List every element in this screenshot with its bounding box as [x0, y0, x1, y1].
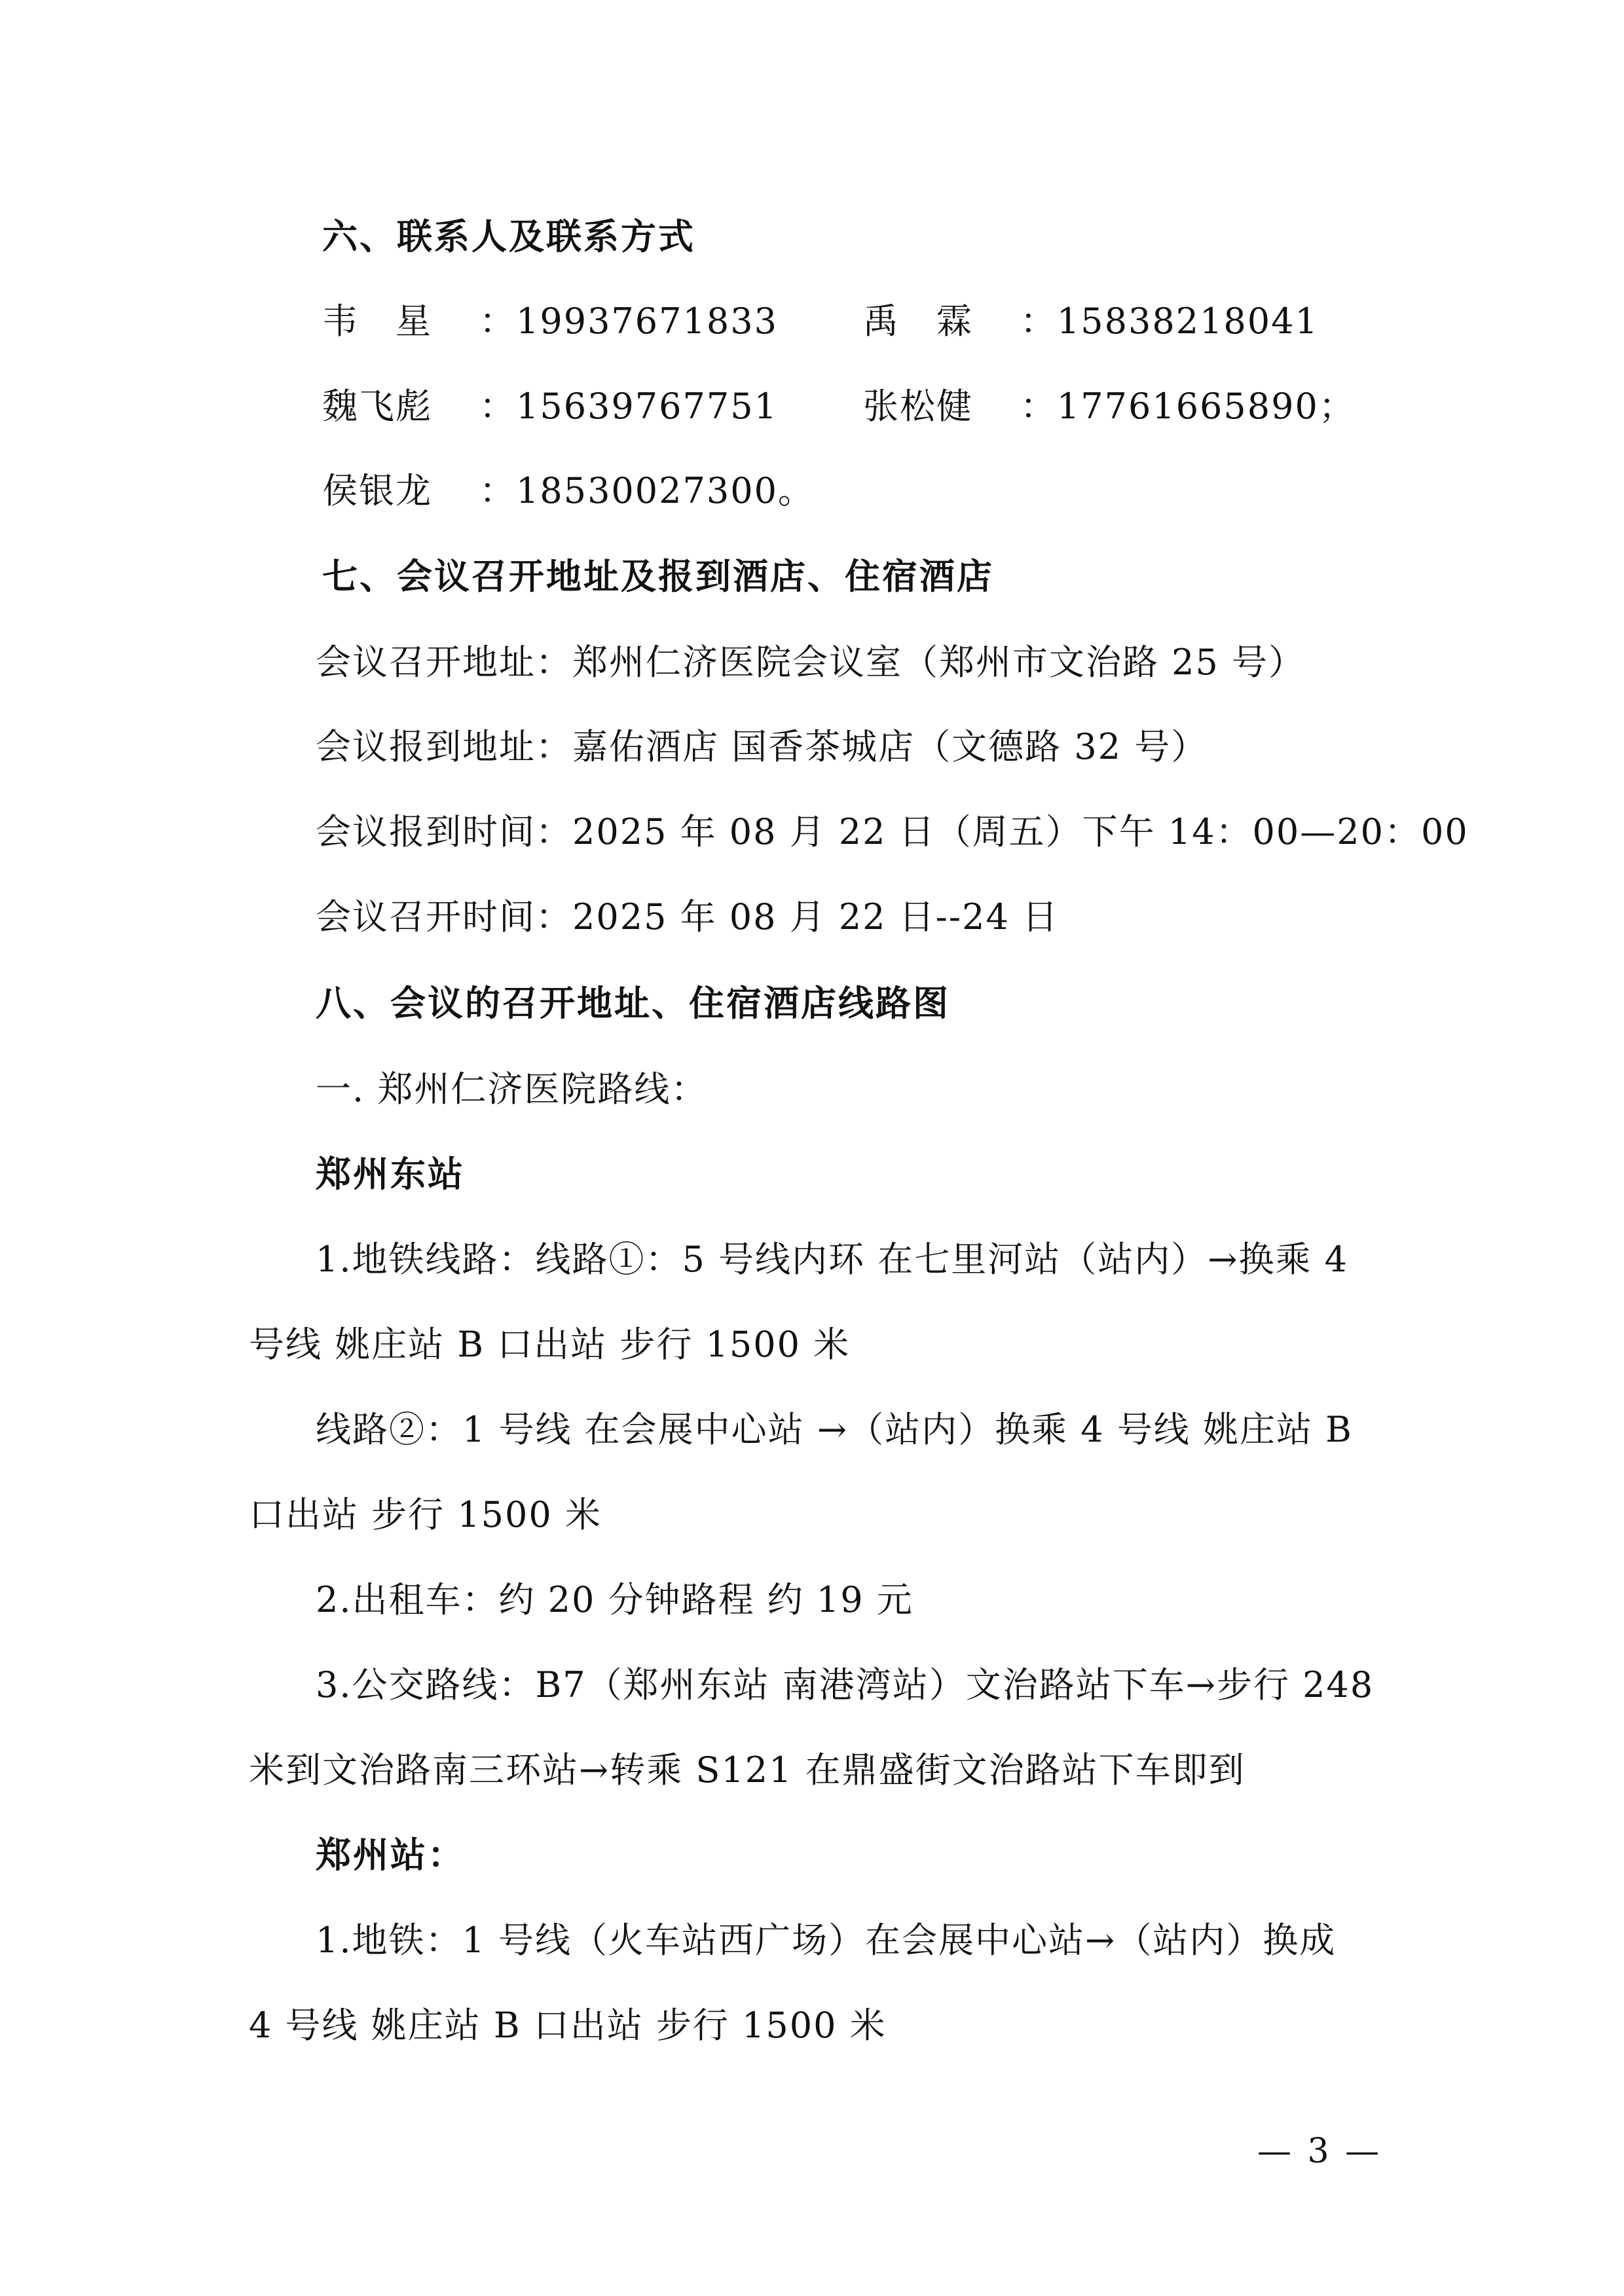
- venue-line: 会议报到时间：2025 年 08 月 22 日（周五）下午 14：00—20：00: [316, 811, 1469, 852]
- route-sub-heading: 一. 郑州仁济医院路线：: [316, 1068, 708, 1110]
- contact-name: 韦 星: [322, 301, 432, 342]
- route-line: 2.出租车：约 20 分钟路程 约 19 元: [316, 1579, 913, 1620]
- east-station-title: 郑州东站: [316, 1154, 465, 1195]
- route-line: 线路②：1 号线 在会展中心站 →（站内）换乘 4 号线 姚庄站 B: [316, 1409, 1353, 1450]
- contact-name: 魏飞彪: [322, 386, 432, 427]
- contact-phone: 17761665890；: [1056, 386, 1356, 427]
- contact-colon: ：: [479, 301, 516, 342]
- contact-name: 禹 霖: [862, 301, 973, 342]
- contact-colon: ：: [1020, 386, 1057, 427]
- contact-name: 张松健: [862, 386, 973, 427]
- route-line: 1.地铁线路：线路①：5 号线内环 在七里河站（站内）→换乘 4: [316, 1239, 1348, 1280]
- section-heading-routes: 八、会议的召开地址、住宿酒店线路图: [316, 983, 950, 1024]
- contact-row: [322, 383, 1475, 430]
- venue-line: 会议召开时间：2025 年 08 月 22 日--24 日: [316, 896, 1060, 938]
- contact-colon: ：: [479, 386, 516, 427]
- contact-colon: ：: [479, 470, 516, 511]
- venue-line: 会议报到地址：嘉佑酒店 国香茶城店（文德路 32 号）: [316, 726, 1208, 767]
- zhengzhou-station-title: 郑州站：: [316, 1834, 465, 1876]
- contact-phone: 19937671833: [516, 301, 778, 342]
- contact-colon: ：: [1020, 301, 1057, 342]
- route-line-continued: 米到文治路南三环站→转乘 S121 在鼎盛街文治路站下车即到: [249, 1749, 1246, 1791]
- route-line-continued: 口出站 步行 1500 米: [249, 1494, 602, 1535]
- section-heading-venue: 七、会议召开地址及报到酒店、住宿酒店: [322, 556, 994, 597]
- route-line: 3.公交路线：B7（郑州东站 南港湾站）文治路站下车→步行 248: [316, 1664, 1375, 1705]
- contact-phone: 15639767751: [516, 386, 778, 427]
- route-line-continued: 号线 姚庄站 B 口出站 步行 1500 米: [249, 1324, 851, 1365]
- contact-name: 侯银龙: [322, 470, 432, 511]
- contact-row: [322, 467, 1475, 515]
- page-number: — 3 —: [1257, 2132, 1382, 2171]
- section-heading-contacts: 六、联系人及联系方式: [322, 216, 695, 257]
- contact-phone: 18530027300。: [516, 470, 815, 511]
- route-line: 1.地铁：1 号线（火车站西广场）在会展中心站→（站内）换成: [316, 1920, 1337, 1961]
- venue-line: 会议召开地址：郑州仁济医院会议室（郑州市文治路 25 号）: [316, 642, 1306, 683]
- contact-phone: 15838218041: [1056, 301, 1319, 342]
- contact-row: [322, 298, 1475, 345]
- route-line-continued: 4 号线 姚庄站 B 口出站 步行 1500 米: [249, 2005, 887, 2046]
